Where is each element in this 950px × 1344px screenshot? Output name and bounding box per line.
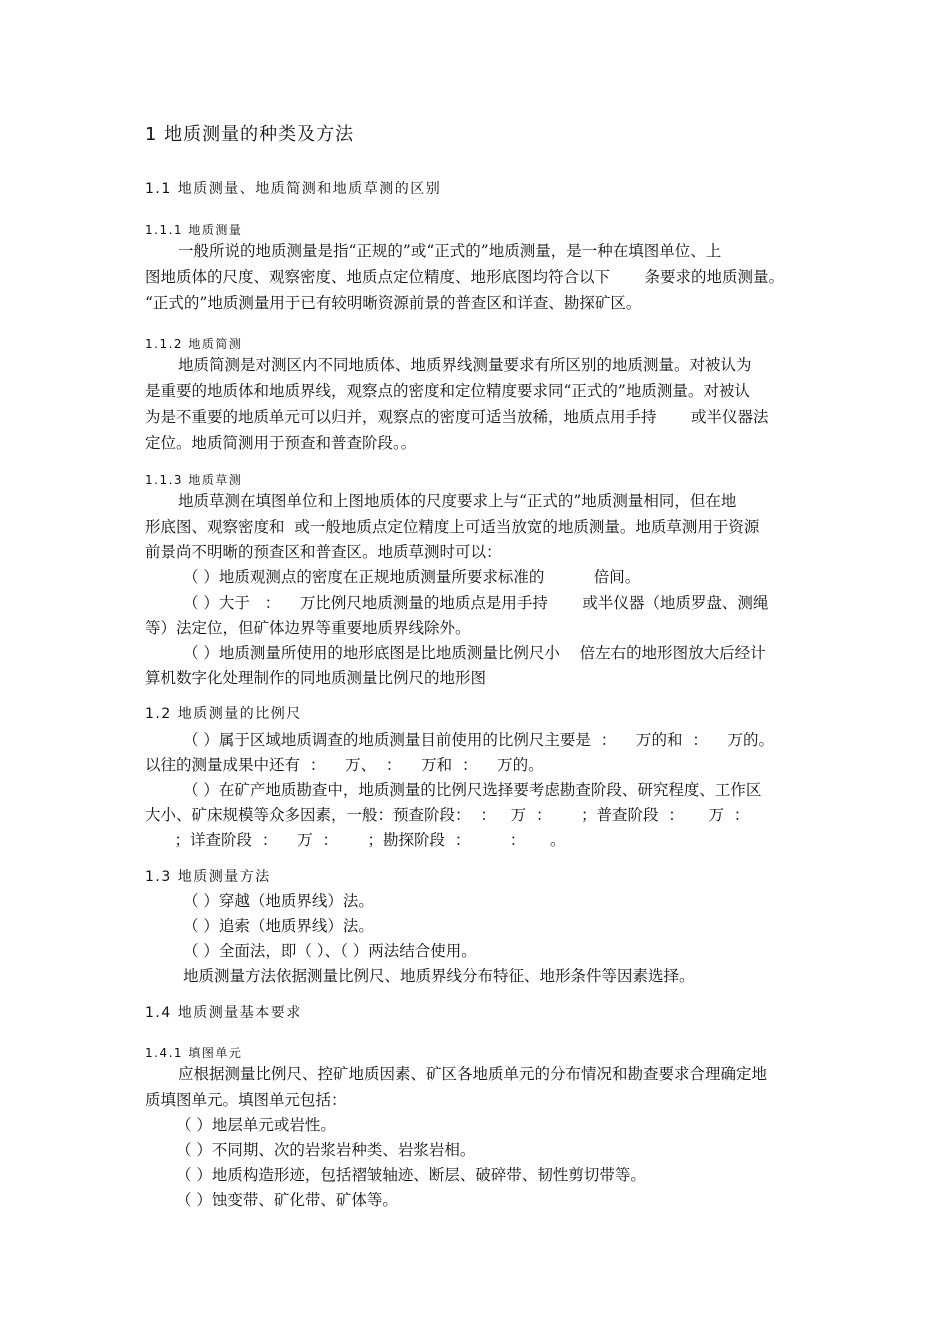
list-item: （ ）地质构造形迹，包括褶皱轴迹、断层、破碎带、韧性剪切带等。 (176, 1166, 646, 1184)
paragraph-line: 等）法定位，但矿体边界等重要地质界线除外。 (145, 619, 471, 637)
section-heading-1-3: 1.3 地质测量方法 (145, 869, 271, 885)
paragraph-line: 地质测量方法依据测量比例尺、地质界线分布特征、地形条件等因素选择。 (183, 967, 695, 985)
paragraph-line: ；详查阶段 ： 万 ： ；勘探阶段 ： ： 。 (145, 831, 566, 849)
paragraph-line: 应根据测量比例尺、控矿地质因素、矿区各地质单元的分布情况和勘查要求合理确定地 (178, 1065, 768, 1083)
subsection-heading-1-1-2: 1.1.2 地质简测 (145, 337, 243, 351)
paragraph-line: 前景尚不明晰的预查区和普查区。地质草测时可以： (145, 543, 502, 561)
paragraph-line: “正式的”地质测量用于已有较明晰资源前景的普查区和详查、勘探矿区。 (145, 294, 642, 312)
paragraph-line: 地质草测在填图单位和上图地质体的尺度要求上与“正式的”地质测量相同，但在地 (178, 492, 737, 510)
list-item: （ ）地质测量所使用的地形底图是比地质测量比例尺小 倍左右的地形图放大后经计 (183, 644, 766, 662)
paragraph-line: 形底图、观察密度和 或一般地质点定位精度上可适当放宽的地质测量。地质草测用于资源 (145, 518, 760, 536)
paragraph-line: 定位。地质简测用于预查和普查阶段。。 (145, 434, 417, 452)
paragraph-line: 图地质体的尺度、观察密度、地质点定位精度、地形底图均符合以下 条要求的地质测量。 (145, 268, 784, 286)
subsection-heading-1-1-3: 1.1.3 地质草测 (145, 473, 243, 487)
section-heading-1-1: 1.1 地质测量、地质简测和地质草测的区别 (145, 181, 442, 197)
paragraph-line: 为是不重要的地质单元可以归并，观察点的密度可适当放稀，地质点用手持 或半仪器法 (145, 408, 769, 426)
subsection-heading-1-1-1: 1.1.1 地质测量 (145, 223, 243, 237)
paragraph-line: 是重要的地质体和地质界线，观察点的密度和定位精度要求同“正式的”地质测量。对被认 (145, 382, 750, 400)
paragraph-line: 算机数字化处理制作的同地质测量比例尺的地形图 (145, 669, 487, 687)
section-heading-1-2: 1.2 地质测量的比例尺 (145, 706, 302, 722)
list-item: （ ）不同期、次的岩浆岩种类、岩浆岩相。 (176, 1141, 476, 1159)
list-item: （ ）在矿产地质勘查中，地质测量的比例尺选择要考虑勘查阶段、研究程度、工作区 (183, 781, 762, 799)
list-item: （ ）地层单元或岩性。 (176, 1116, 336, 1134)
list-item: （ ）地质观测点的密度在正规地质测量所要求标准的 倍间。 (183, 568, 641, 586)
paragraph-line: 大小、矿床规模等众多因素，一般：预查阶段： ： 万 ： ；普查阶段 ： 万 ： (145, 806, 750, 824)
list-item: （ ）蚀变带、矿化带、矿体等。 (176, 1191, 398, 1209)
paragraph-line: 以往的测量成果中还有 ： 万、 ： 万和 ： 万的。 (145, 756, 544, 774)
paragraph-line: 一般所说的地质测量是指“正规的”或“正式的”地质测量，是一种在填图单位、上 (178, 242, 722, 260)
list-item: （ ）穿越（地质界线）法。 (183, 892, 374, 910)
list-item: （ ）全面法，即（ ）、（ ）两法结合使用。 (183, 942, 477, 960)
subsection-heading-1-4-1: 1.4.1 填图单元 (145, 1046, 243, 1060)
paragraph-line: 地质简测是对测区内不同地质体、地质界线测量要求有所区别的地质测量。对被认为 (178, 356, 752, 374)
list-item: （ ）追索（地质界线）法。 (183, 917, 374, 935)
section-heading-1-4: 1.4 地质测量基本要求 (145, 1005, 302, 1021)
paragraph-line: 质填图单元。填图单元包括： (145, 1091, 347, 1109)
chapter-heading: 1 地质测量的种类及方法 (145, 124, 355, 145)
list-item: （ ）大于 ： 万比例尺地质测量的地质点是用手持 或半仪器（地质罗盘、测绳 (183, 594, 769, 612)
list-item: （ ）属于区域地质调查的地质测量目前使用的比例尺主要是 ： 万的和 ： 万的。 (183, 731, 775, 749)
